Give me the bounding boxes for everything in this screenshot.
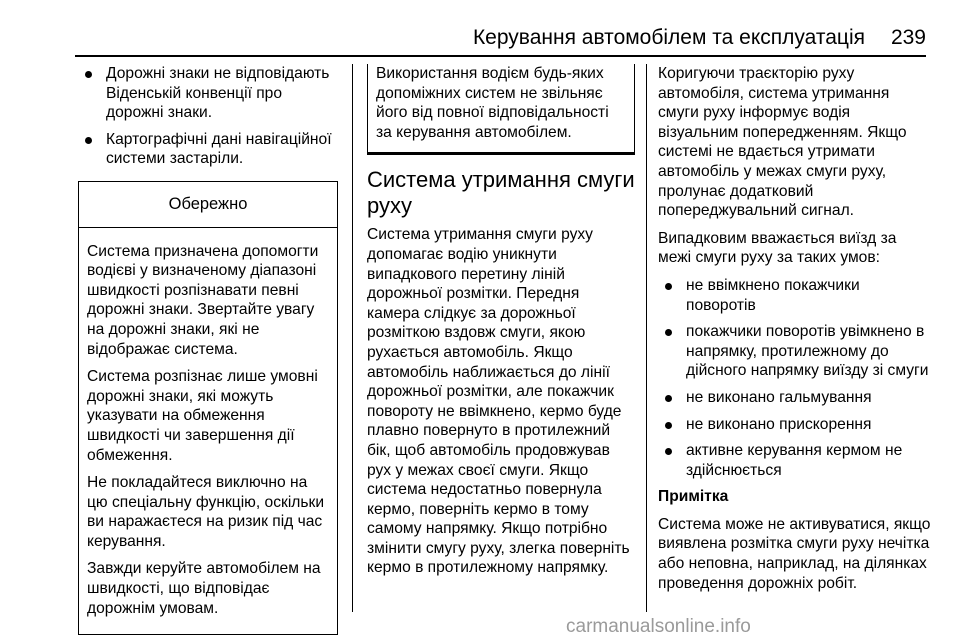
list-item: [658, 441, 933, 480]
caution-paragraph: Система розпізнає лише умовні дорожні знаки, які можуть указувати на обмеження швидкості чи завершення дії обмеження.: [87, 368, 318, 464]
bullet-icon: [665, 283, 672, 290]
list-item-text: активне керування кермом не здійснюється: [686, 442, 903, 479]
bullet-icon: [665, 329, 672, 336]
page-header: [0, 0, 960, 56]
list-item: [78, 130, 340, 169]
caution-body: [79, 228, 337, 635]
note-title: Примітка: [658, 488, 729, 506]
warning-text: Використання водієм будь-яких допоміжних систем не звільняє його від повної відповідальності за керування автомобілем.: [376, 65, 609, 141]
body-paragraph: Випадковим вважається виїзд за межі смуги руху за таких умов:: [658, 229, 897, 267]
watermark: carmanualsonline.info: [566, 616, 751, 637]
column-divider-1: [352, 64, 353, 612]
caution-box: [78, 181, 338, 635]
column-right: [658, 64, 933, 601]
list-item-text: не виконано прискорення: [686, 415, 872, 433]
list-item-text: не виконано гальмування: [686, 388, 872, 406]
caution-paragraph: Не покладайтеся виключно на цю спеціальну функцію, оскільки ви наражаєтеся на ризик під час керування.: [87, 474, 325, 550]
bullet-icon: [85, 137, 92, 144]
note-text: Система може не активуватися, якщо виявлена розмітка смуги руху нечітка або неповна, наприклад, на ділянках проведення дорожніх робіт.: [658, 515, 931, 592]
column-left: [78, 64, 340, 635]
column-middle: [367, 64, 635, 586]
list-item-text: Картографічні дані навігаційної системи застаріли.: [106, 130, 332, 168]
caution-title: Обережно: [79, 182, 337, 228]
list-item: [658, 415, 933, 435]
header-divider: [75, 55, 926, 57]
bullet-icon: [665, 422, 672, 429]
caution-paragraph: Завжди керуйте автомобілем на швидкості, що відповідає дорожнім умовам.: [87, 560, 321, 617]
warning-continuation-box: [367, 64, 635, 155]
bullet-icon: [85, 71, 92, 78]
page-number: 239: [890, 26, 926, 49]
page-title: Керування автомобілем та експлуатація: [472, 26, 865, 49]
body-paragraph: Коригуючи траєкторію руху автомобіля, система утримання смуги руху інформує водія візуальним попередженням. Якщо системі не вдається утримати автомобіль у межах смуги руху, пролунає додатковий попереджувальний сигнал.: [658, 65, 907, 220]
conditions-list: [658, 276, 933, 480]
list-item: [658, 322, 933, 381]
caution-paragraph: Система призначена допомогти водієві у визначеному діапазоні швидкості розпізнавати певні дорожні знаки. Звертайте увагу на дорожні знаки, які не відображає система.: [87, 242, 319, 358]
column-divider-2: [646, 64, 647, 612]
section-heading: Система утримання смуги руху: [367, 167, 635, 219]
list-item-text: Дорожні знаки не відповідають Віденській конвенції про дорожні знаки.: [106, 65, 330, 122]
list-item: [78, 64, 340, 123]
list-item-text: не ввімкнено покажчики поворотів: [686, 276, 860, 314]
bullet-icon: [665, 448, 672, 455]
list-item-text: покажчики поворотів увімкнено в напрямку, протилежному до дійсного напрямку виїзду зі смуги: [686, 323, 929, 380]
body-paragraph: Система утримання смуги руху допомагає водію уникнути випадкового перетину ліній дорожньої розмітки. Передня камера слідкує за дорожньої розміткою вздовж смуги, якою рухається автомобіль. Якщо автомобіль наближається до лінії дорожньої розмітки, але покажчик повороту не ввімкнено, кермо буде плавно повернуто в протилежний бік, щоб автомобіль продовжував рух у межах своєї смуги. Якщо система недостатньо повернула кермо, поверніть кермо в тому самому напрямку. Якщо потрібно змінити смугу руху, злегка поверніть кермо в протилежному напрямку.: [367, 226, 630, 577]
bullet-icon: [665, 395, 672, 402]
condition-list: [78, 64, 340, 169]
list-item: [658, 388, 933, 408]
list-item: [658, 276, 933, 315]
